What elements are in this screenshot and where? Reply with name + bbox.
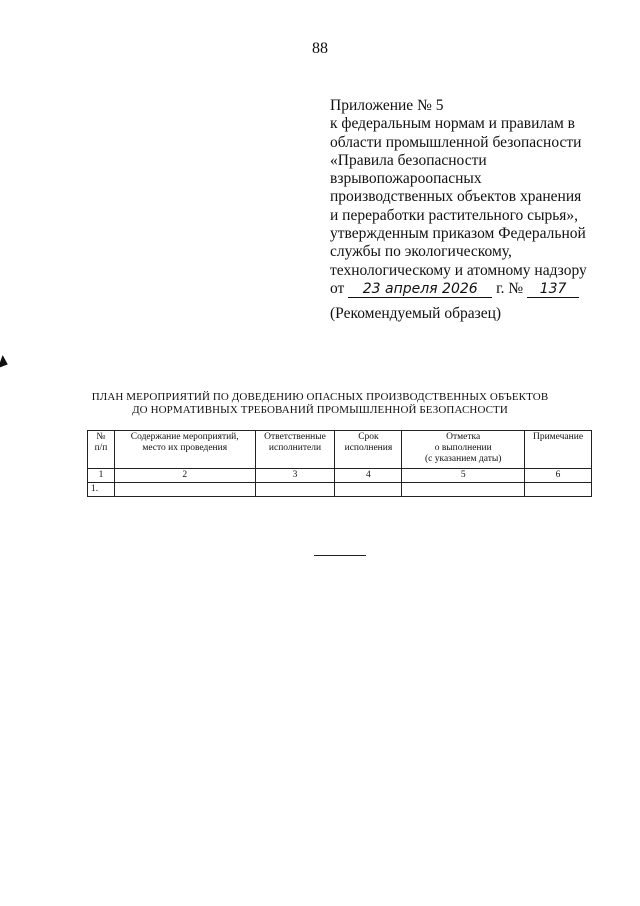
end-divider bbox=[314, 555, 366, 556]
appendix-line: и переработки растительного сырья», bbox=[330, 206, 579, 224]
header-cell-number bbox=[88, 431, 115, 469]
header-text: место их проведения bbox=[142, 443, 228, 453]
order-date-handwritten: 23 апреля 2026 bbox=[348, 281, 492, 298]
header-text: Срок bbox=[358, 432, 379, 442]
table-cell bbox=[255, 483, 335, 497]
plan-title-line: ДО НОРМАТИВНЫХ ТРЕБОВАНИЙ ПРОМЫШЛЕННОЙ БЕЗОПАСНОСТИ bbox=[132, 404, 508, 416]
order-prefix: от bbox=[330, 279, 345, 297]
header-text: Ответственные bbox=[264, 432, 326, 442]
table-cell bbox=[525, 483, 592, 497]
plan-title bbox=[0, 391, 640, 417]
header-cell-completion-mark bbox=[402, 431, 525, 469]
column-number-cell: 5 bbox=[402, 469, 525, 483]
table-cell bbox=[402, 483, 525, 497]
header-text: (с указанием даты) bbox=[424, 454, 502, 464]
header-cell-content bbox=[114, 431, 255, 469]
column-number-cell: 4 bbox=[335, 469, 402, 483]
header-text: о выполнении bbox=[434, 443, 492, 453]
table-row bbox=[88, 483, 592, 497]
header-text: п/п bbox=[94, 443, 108, 453]
appendix-line: технологическому и атомному надзору bbox=[330, 261, 587, 279]
appendix-header bbox=[330, 97, 630, 298]
table-cell bbox=[114, 483, 255, 497]
header-cell-deadline bbox=[335, 431, 402, 469]
plan-title-line: ПЛАН МЕРОПРИЯТИЙ ПО ДОВЕДЕНИЮ ОПАСНЫХ ПРОИЗВОДСТВЕННЫХ ОБЪЕКТОВ bbox=[91, 391, 549, 403]
header-cell-responsible bbox=[255, 431, 335, 469]
header-text: Содержание мероприятий, bbox=[130, 432, 239, 442]
column-number-cell: 1 bbox=[88, 469, 115, 483]
column-number-cell: 6 bbox=[525, 469, 592, 483]
appendix-line: к федеральным нормам и правилам в bbox=[330, 115, 576, 133]
appendix-line: производственных объектов хранения bbox=[330, 188, 582, 206]
page-number: 88 bbox=[312, 40, 328, 57]
header-text: № bbox=[96, 432, 106, 442]
appendix-line: «Правила безопасности bbox=[330, 151, 487, 169]
appendix-line: службы по экологическому, bbox=[330, 243, 512, 261]
table-cell bbox=[335, 483, 402, 497]
appendix-line: Приложение № 5 bbox=[330, 97, 444, 114]
order-year-suffix: г. № bbox=[496, 279, 524, 297]
recommended-sample-note: (Рекомендуемый образец) bbox=[330, 305, 502, 322]
header-text: Отметка bbox=[446, 432, 481, 442]
column-number-cell: 2 bbox=[114, 469, 255, 483]
table-header-row bbox=[88, 431, 592, 469]
order-number-handwritten: 137 bbox=[527, 281, 579, 298]
appendix-line: взрывопожароопасных bbox=[330, 170, 482, 188]
column-number-row bbox=[88, 469, 592, 483]
appendix-line: утвержденным приказом Федеральной bbox=[330, 225, 586, 243]
table-cell: 1. bbox=[88, 483, 115, 497]
header-text: Примечание bbox=[532, 432, 584, 442]
appendix-line: области промышленной безопасности bbox=[330, 133, 582, 151]
column-number-cell: 3 bbox=[255, 469, 335, 483]
header-text: исполнения bbox=[344, 443, 393, 453]
order-reference bbox=[330, 280, 630, 298]
header-cell-note bbox=[525, 431, 592, 469]
header-text: исполнители bbox=[268, 443, 322, 453]
scan-edge-mark bbox=[0, 355, 10, 371]
plan-table bbox=[87, 430, 592, 497]
